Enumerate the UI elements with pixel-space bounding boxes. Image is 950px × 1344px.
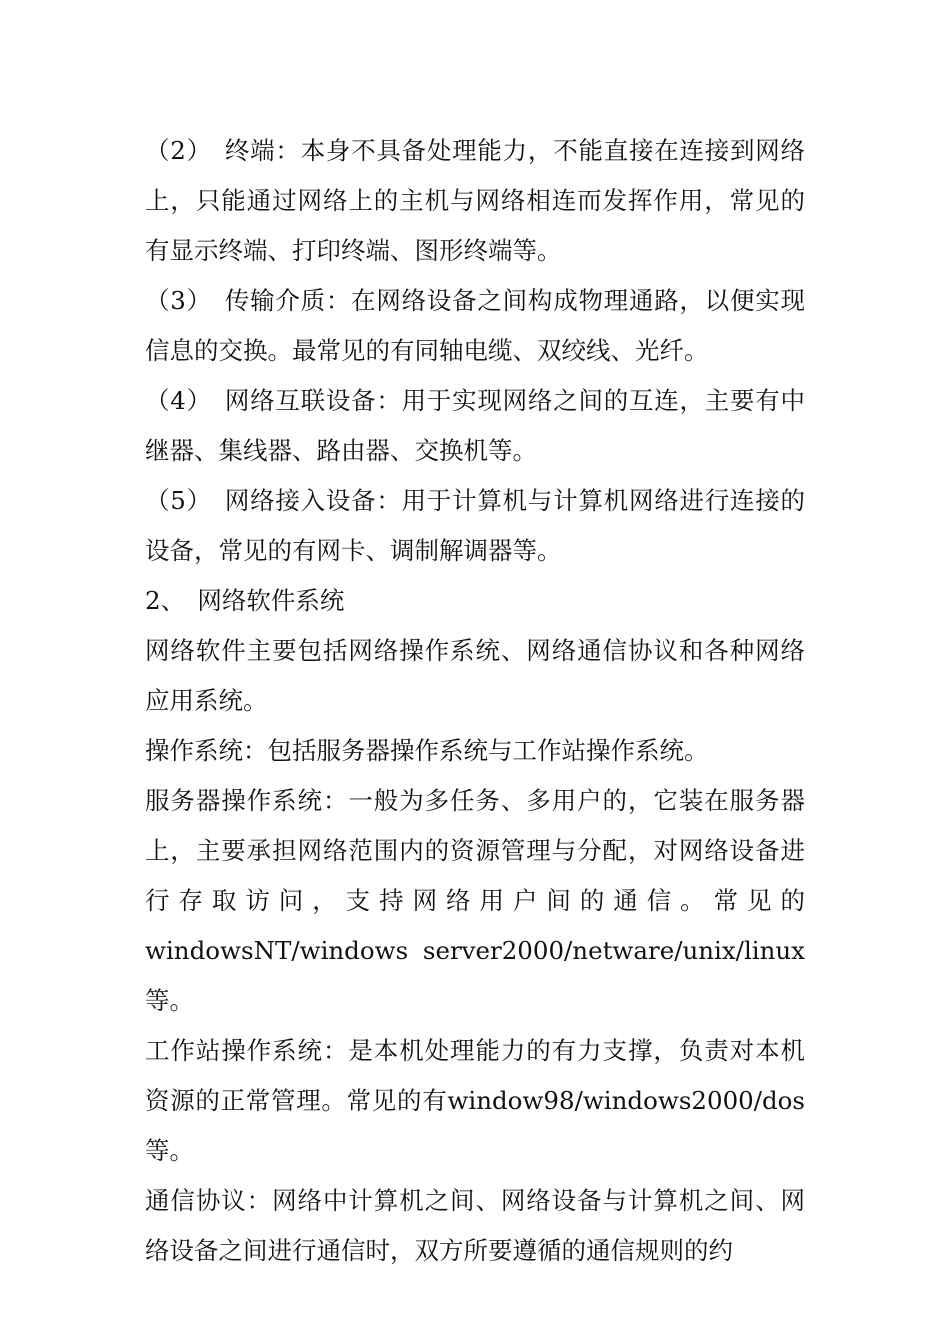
paragraph-terminal: （2） 终端：本身不具备处理能力，不能直接在连接到网络上，只能通过网络上的主机与网络相连而发挥作用，常见的有显示终端、打印终端、图形终端等。 — [145, 136, 805, 265]
paragraph-access-device: （5） 网络接入设备：用于计算机与计算机网络进行连接的设备，常见的有网卡、调制解调器等。 — [145, 486, 805, 565]
paragraph-software-overview: 网络软件主要包括网络操作系统、网络通信协议和各种网络应用系统。 — [145, 636, 805, 715]
paragraph-server-os: 服务器操作系统：一般为多任务、多用户的，它装在服务器上，主要承担网络范围内的资源管理与分配，对网络设备进行存取访问，支持网络用户间的通信。常见的windowsNT/windows server2000/netware/unix/linux等。 — [145, 786, 805, 1015]
section-heading-software: 2、 网络软件系统 — [145, 586, 345, 615]
paragraph-protocol: 通信协议：网络中计算机之间、网络设备与计算机之间、网络设备之间进行通信时，双方所要遵循的通信规则的约 — [145, 1186, 805, 1265]
paragraph-interconnect-device: （4） 网络互联设备：用于实现网络之间的互连，主要有中继器、集线器、路由器、交换机等。 — [145, 386, 805, 465]
paragraph-operating-system: 操作系统：包括服务器操作系统与工作站操作系统。 — [145, 736, 709, 765]
paragraph-workstation-os: 工作站操作系统：是本机处理能力的有力支撑，负责对本机资源的正常管理。常见的有window98/windows2000/dos等。 — [145, 1036, 805, 1165]
document-body — [145, 126, 805, 1276]
paragraph-transmission-medium: （3） 传输介质：在网络设备之间构成物理通路，以便实现信息的交换。最常见的有同轴电缆、双绞线、光纤。 — [145, 286, 805, 365]
